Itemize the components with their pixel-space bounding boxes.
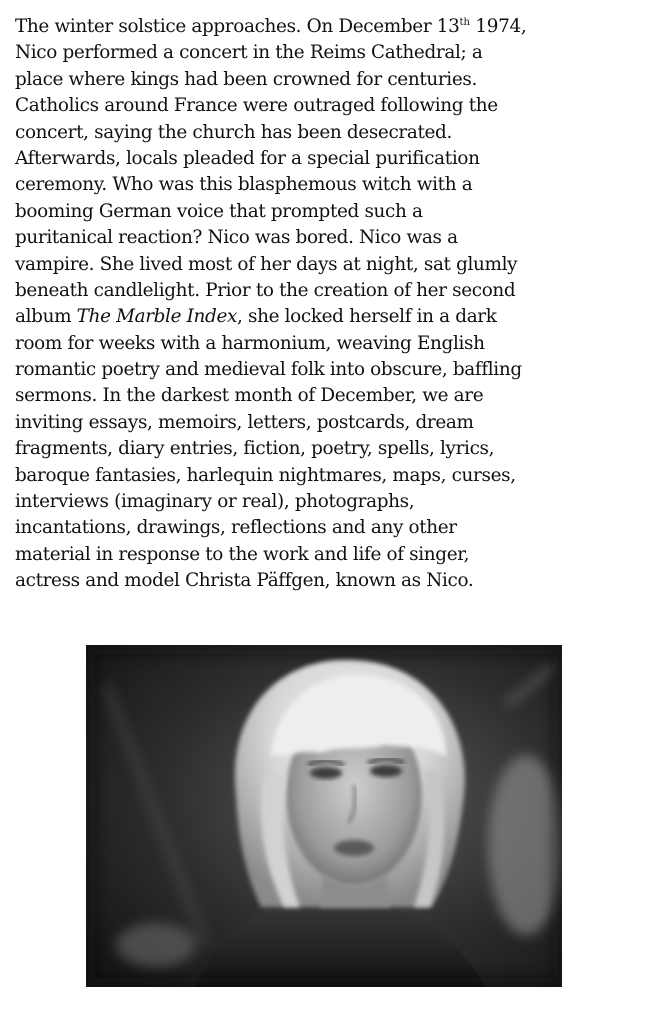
text-line: The winter solstice approaches. On December 13th 1974, [15, 16, 527, 37]
text-line: Nico performed a concert in the Reims Cathedral; a [15, 42, 483, 64]
text-line: Catholics around France were outraged following the [15, 95, 498, 117]
left-eye [310, 767, 342, 779]
text-line: album The Marble Index, she locked herself in a dark [15, 306, 497, 328]
text-line: incantations, drawings, reflections and any other [15, 517, 457, 539]
text-line: interviews (imaginary or real), photographs, [15, 491, 415, 513]
portrait-illustration [86, 645, 562, 987]
text-line: concert, saying the church has been desecrated. [15, 121, 452, 143]
text-line: romantic poetry and medieval folk into obscure, baffling [15, 359, 522, 381]
text-line: vampire. She lived most of her days at night, sat glumly [15, 253, 518, 275]
text-line: puritanical reaction? Nico was bored. Nico was a [15, 227, 458, 249]
lips [334, 840, 374, 856]
ordinal-superscript: th [459, 17, 470, 28]
text-line: ceremony. Who was this blasphemous witch with a [15, 174, 473, 196]
text-line: inviting essays, memoirs, letters, postcards, dream [15, 411, 474, 433]
text-line: baroque fantasies, harlequin nightmares, maps, curses, [15, 464, 516, 486]
portrait-photo [86, 645, 562, 987]
right-eye [370, 765, 402, 777]
text-line: sermons. In the darkest month of December, we are [15, 385, 484, 407]
text-line: fragments, diary entries, fiction, poetry, spells, lyrics, [15, 438, 495, 460]
article-body [15, 14, 637, 595]
text-line: beneath candlelight. Prior to the creation of her second [15, 279, 516, 301]
text-line: booming German voice that prompted such a [15, 200, 423, 222]
text-line: room for weeks with a harmonium, weaving English [15, 332, 485, 354]
text-line: actress and model Christa Päffgen, known as Nico. [15, 570, 474, 592]
text-line: place where kings had been crowned for centuries. [15, 68, 477, 90]
album-title: The Marble Index [76, 306, 238, 328]
text-line: material in response to the work and life of singer, [15, 543, 470, 565]
text-line: Afterwards, locals pleaded for a special purification [15, 147, 480, 169]
